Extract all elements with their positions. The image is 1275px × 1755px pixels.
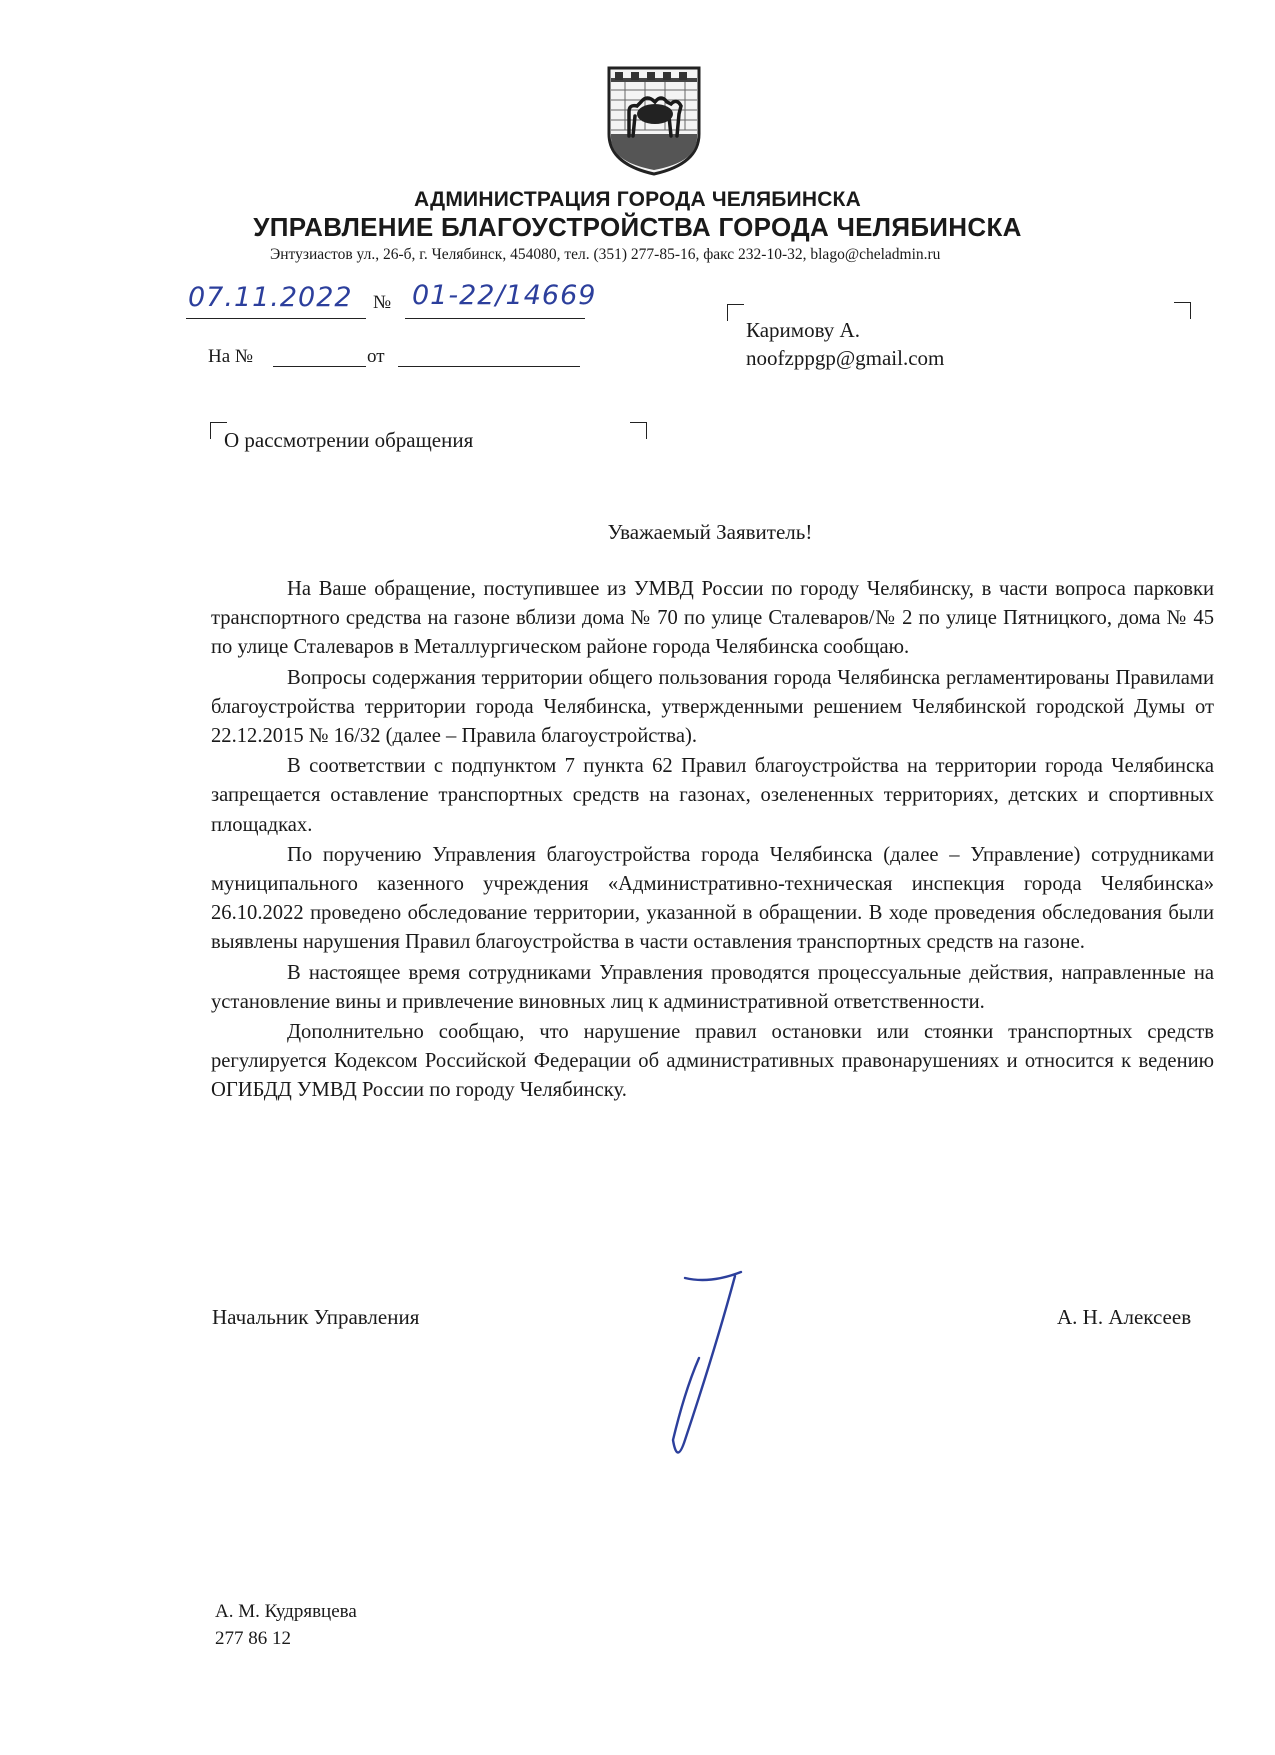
handwritten-date: 07.11.2022	[188, 282, 353, 313]
number-sign: №	[373, 292, 392, 313]
addressee-email: noofzppgp@gmail.com	[746, 346, 945, 370]
reference-number-blank	[273, 366, 366, 367]
department-title: УПРАВЛЕНИЕ БЛАГОУСТРОЙСТВА ГОРОДА ЧЕЛЯБИНСКА	[253, 212, 1022, 242]
executor-phone: 277 86 12	[215, 1628, 291, 1649]
reference-date-label: от	[367, 346, 385, 367]
signatory-name: А. Н. Алексеев	[1057, 1305, 1192, 1329]
administration-title: АДМИНИСТРАЦИЯ ГОРОДА ЧЕЛЯБИНСКА	[414, 188, 861, 211]
addressee-corner-left	[727, 304, 744, 321]
addressee-name: Каримову А.	[746, 318, 860, 342]
chelyabinsk-coat-of-arms-icon	[605, 64, 703, 176]
body-paragraph: На Ваше обращение, поступившее из УМВД России по городу Челябинску, в части вопроса парковки транспортного средства на газоне вблизи дома № 70 по улице Сталеваров/№ 2 по улице Пятницкого, дома № 45 по улице Сталеваров в Металлургическом районе города Челябинска сообщаю.	[211, 578, 1214, 659]
addressee-block	[746, 316, 944, 372]
reference-date-blank	[398, 366, 580, 367]
date-underline	[186, 318, 366, 319]
body-paragraph: В соответствии с подпунктом 7 пункта 62 Правил благоустройства на территории города Челябинска запрещается оставление транспортных средств на газонах, озелененных территориях, детских и спортивных площадках.	[211, 755, 1214, 836]
body-paragraph: В настоящее время сотрудниками Управления проводятся процессуальные действия, направленные на установление вины и привлечение виновных лиц к административной ответственности.	[211, 961, 1214, 1013]
greeting: Уважаемый Заявитель!	[607, 520, 813, 544]
department-address: Энтузиастов ул., 26-б, г. Челябинск, 454080, тел. (351) 277-85-16, факс 232-10-32, blago@cheladmin.ru	[270, 246, 941, 263]
addressee-corner-right	[1174, 302, 1191, 319]
letter-body	[211, 575, 1214, 1107]
number-underline	[405, 318, 585, 319]
executor-block	[215, 1598, 357, 1652]
body-paragraph: Вопросы содержания территории общего пользования города Челябинска регламентированы Правилами благоустройства территории города Челябинска, утвержденными решением Челябинской городской Думы от 22.12.2015 № 16/32 (далее – Правила благоустройства).	[211, 666, 1214, 748]
executor-name: А. М. Кудрявцева	[215, 1601, 357, 1622]
body-paragraph: По поручению Управления благоустройства города Челябинска (далее – Управление) сотрудниками муниципального казенного учреждения «Административно-техническая инспекция города Челябинска» 26.10.2022 проведено обследование территории, указанной в обращении. В ходе проведения обследования были выявлены нарушения Правил благоустройства в части оставления транспортных средств на газоне.	[211, 843, 1214, 954]
letter-subject: О рассмотрении обращения	[224, 428, 474, 452]
subject-corner-right	[630, 422, 647, 439]
handwritten-signature	[655, 1270, 765, 1470]
reference-number-label: На №	[208, 346, 254, 367]
signatory-title: Начальник Управления	[212, 1305, 420, 1329]
body-paragraph: Дополнительно сообщаю, что нарушение правил остановки или стоянки транспортных средств регулируется Кодексом Российской Федерации об административных правонарушениях и относится к ведению ОГИБДД УМВД России по городу Челябинску.	[211, 1021, 1214, 1102]
handwritten-number: 01-22/14669	[412, 280, 597, 311]
